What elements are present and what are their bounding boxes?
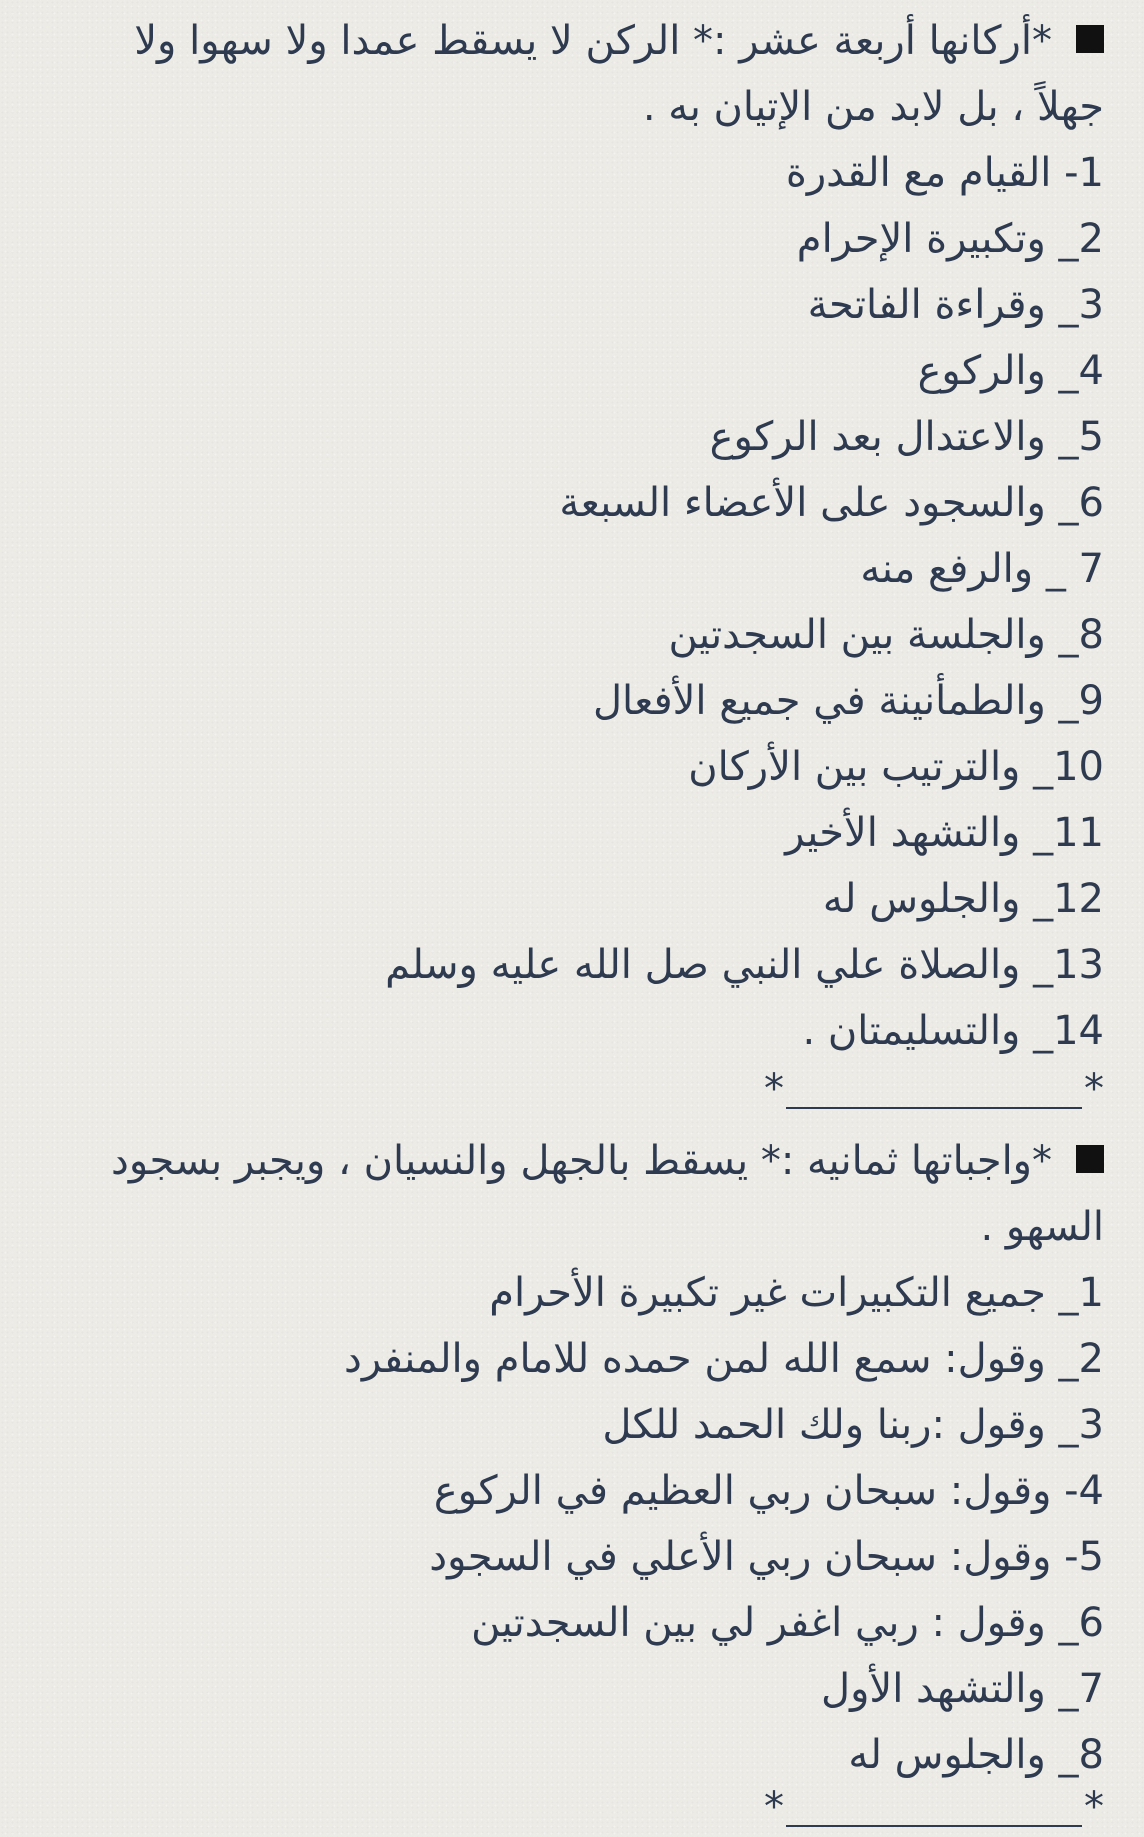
divider-star-left: * — [764, 1066, 784, 1112]
list-item: 5- وقول: سبحان ربي الأعلي في السجود — [429, 1534, 1104, 1580]
list-item: 8_ والجلسة بين السجدتين — [668, 612, 1104, 658]
divider-star-right: * — [1084, 1784, 1104, 1830]
list-item: 4_ والركوع — [917, 348, 1104, 394]
section2-heading-cont: السهو . — [980, 1204, 1104, 1250]
divider-rule — [786, 1825, 1082, 1827]
list-item: 14_ والتسليمتان . — [802, 1008, 1104, 1054]
section2-heading — [20, 1128, 1104, 1194]
list-item: 9_ والطمأنينة في جميع الأفعال — [592, 678, 1104, 724]
list-item: 6_ والسجود على الأعضاء السبعة — [559, 480, 1104, 526]
list-item: 1_ جميع التكبيرات غير تكبيرة الأحرام — [489, 1270, 1104, 1316]
list-item: 11_ والتشهد الأخير — [785, 810, 1104, 856]
square-bullet-icon — [1076, 1145, 1104, 1173]
square-bullet-icon — [1076, 25, 1104, 53]
list-item: 3_ وقول :ربنا ولك الحمد للكل — [602, 1402, 1104, 1448]
section-divider — [764, 1782, 1104, 1832]
list-item: 7_ والتشهد الأول — [821, 1666, 1104, 1712]
section1-heading — [20, 8, 1104, 74]
list-item: 12_ والجلوس له — [822, 876, 1104, 922]
list-item: 2_ وتكبيرة الإحرام — [796, 216, 1104, 262]
list-item: 4- وقول: سبحان ربي العظيم في الركوع — [433, 1468, 1104, 1514]
list-item: 10_ والترتيب بين الأركان — [688, 744, 1104, 790]
section1-heading-text: *أركانها أربعة عشر :* الركن لا يسقط عمدا ولا سهوا ولا — [134, 18, 1052, 64]
divider-star-left: * — [764, 1784, 784, 1830]
section2-heading-text: *واجباتها ثمانيه :* يسقط بالجهل والنسيان ، ويجبر بسجود — [111, 1138, 1052, 1184]
list-item: 3_ وقراءة الفاتحة — [807, 282, 1104, 328]
divider-rule — [786, 1107, 1082, 1109]
section-divider — [764, 1064, 1104, 1114]
section1-heading-cont: جهلاً ، بل لابد من الإتيان به . — [642, 84, 1104, 130]
list-item: 6_ وقول : ربي اغفر لي بين السجدتين — [471, 1600, 1104, 1646]
divider-star-right: * — [1084, 1066, 1104, 1112]
list-item: 7 _ والرفع منه — [860, 546, 1104, 592]
list-item: 8_ والجلوس له — [848, 1732, 1104, 1778]
list-item: 1- القيام مع القدرة — [785, 150, 1104, 196]
list-item: 13_ والصلاة علي النبي صل الله عليه وسلم — [385, 942, 1104, 988]
list-item: 2_ وقول: سمع الله لمن حمده للامام والمنفرد — [344, 1336, 1104, 1382]
list-item: 5_ والاعتدال بعد الركوع — [709, 414, 1104, 460]
